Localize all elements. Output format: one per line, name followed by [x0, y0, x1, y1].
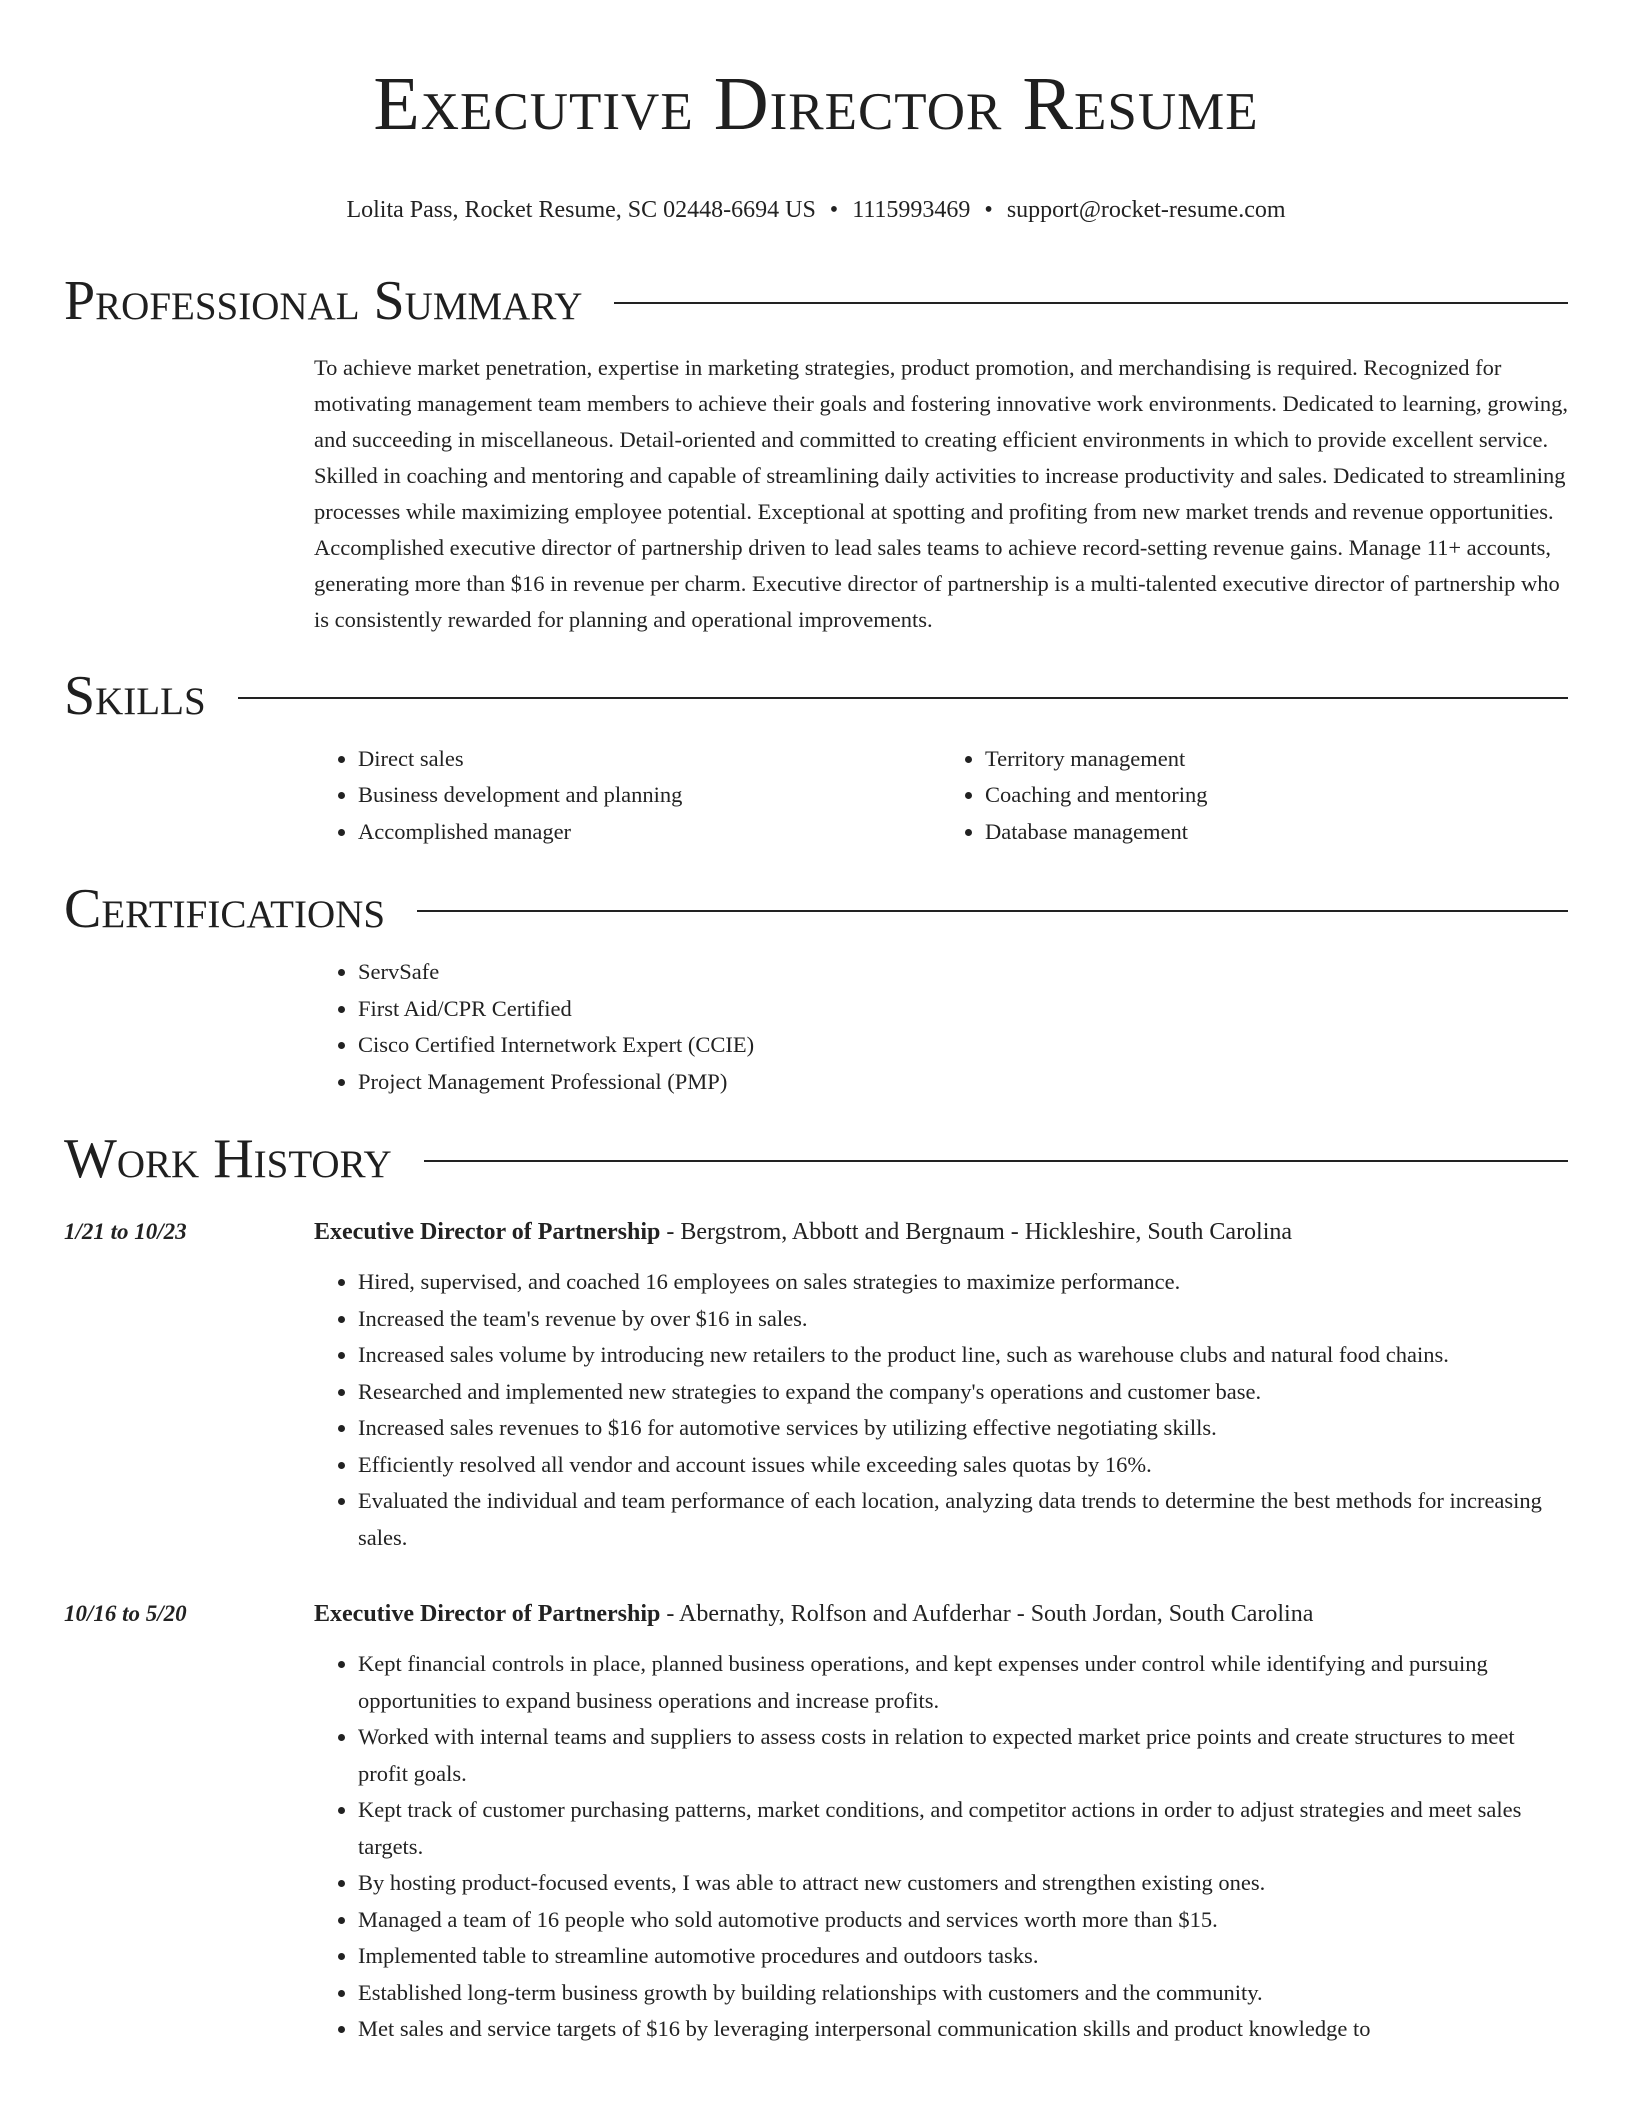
list-item: • Project Management Professional (PMP) — [358, 1064, 1568, 1101]
section-divider — [614, 302, 1568, 304]
certifications-heading: Certifications — [64, 878, 386, 940]
contact-email: support@rocket-resume.com — [1006, 197, 1286, 223]
job-employer: - Abernathy, Rolfson and Aufderhar - South Jordan, South Carolina — [660, 1601, 1314, 1627]
list-item: • Database management — [985, 814, 1568, 851]
list-item: • ServSafe — [358, 954, 1568, 991]
list-item: • By hosting product-focused events, I was able to attract new customers and strengthen existing ones. — [358, 1865, 1568, 1902]
job-entry — [64, 1214, 1568, 1556]
contact-phone: 1115993469 — [852, 197, 971, 223]
section-divider — [417, 910, 1568, 912]
summary-heading: Professional Summary — [64, 270, 583, 332]
list-item: • Business development and planning — [358, 777, 941, 814]
list-item: • Territory management — [985, 741, 1568, 778]
work-history-section-header — [64, 1124, 1568, 1194]
skills-section-header — [64, 661, 1568, 731]
contact-separator: • — [829, 197, 839, 223]
list-item: • Worked with internal teams and suppliers to assess costs in relation to expected market price points and create structures to meet profit goals. — [358, 1719, 1568, 1792]
contact-line — [64, 194, 1568, 226]
work-history-heading: Work History — [64, 1128, 392, 1190]
skills-heading: Skills — [64, 664, 206, 727]
certifications-section-header — [64, 874, 1568, 944]
job-body — [314, 1596, 1568, 2048]
list-item: • Established long-term business growth by building relationships with customers and the community. — [358, 1975, 1568, 2012]
list-item: • Kept financial controls in place, planned business operations, and kept expenses under control while identifying and pursuing opportunities to expand business operations and increase profits. — [358, 1646, 1568, 1719]
job-body — [314, 1214, 1568, 1556]
list-item: • Managed a team of 16 people who sold automotive products and services worth more than $15. — [358, 1902, 1568, 1939]
contact-separator: • — [984, 197, 993, 223]
list-item: • Coaching and mentoring — [985, 777, 1568, 814]
job-dates: 10/16 to 5/20 — [64, 1601, 187, 1626]
list-item: • Evaluated the individual and team performance of each location, analyzing data trends to determine the best methods for increasing sales. — [358, 1483, 1568, 1556]
list-item: • Met sales and service targets of $16 by leveraging interpersonal communication skills and product knowledge to — [358, 2011, 1568, 2048]
list-item: • Increased sales revenues to $16 for automotive services by utilizing effective negotiating skills. — [358, 1410, 1568, 1447]
list-item: • Hired, supervised, and coached 16 employees on sales strategies to maximize performance. — [358, 1264, 1568, 1301]
job-title: Executive Director of Partnership — [314, 1601, 661, 1627]
summary-section-header — [64, 266, 1568, 336]
resume-title: Executive Director Resume — [373, 62, 1259, 146]
list-item: • Implemented table to streamline automotive procedures and outdoors tasks. — [358, 1938, 1568, 1975]
summary-text: To achieve market penetration, expertise in marketing strategies, product promotion, and merchandising is required. Recognized for motivating management team members to achieve their goals and fostering innovative work environments. Dedicated to learning, growing, and succeeding in miscellaneous. Detail-oriented and committed to creating efficient environments in which to provide excellent service. Skilled in coaching and mentoring and capable of streamlining daily activities to increase productivity and sales. Dedicated to streamlining processes while maximizing employee potential. Exceptional at spotting and profiting from new market trends and revenue opportunities. Accomplished executive director of partnership driven to lead sales teams to achieve record-setting revenue gains. Manage 11+ accounts, generating more than $16 in revenue per charm. Executive director of partnership is a multi-talented executive director of partnership who is consistently rewarded for planning and operational improvements. — [314, 355, 1569, 632]
certifications-list — [314, 954, 1568, 1100]
contact-address: Lolita Pass, Rocket Resume, SC 02448-6694 US — [346, 197, 816, 223]
list-item: • Kept track of customer purchasing patterns, market conditions, and competitor actions in order to adjust strategies and meet sales targets. — [358, 1792, 1568, 1865]
section-divider — [238, 697, 1568, 699]
list-item: • Efficiently resolved all vendor and account issues while exceeding sales quotas by 16%. — [358, 1447, 1568, 1484]
job-employer: - Bergstrom, Abbott and Bergnaum - Hickleshire, South Carolina — [660, 1219, 1293, 1245]
section-divider — [424, 1160, 1568, 1162]
list-item: • Researched and implemented new strategies to expand the company's operations and customer base. — [358, 1374, 1568, 1411]
job-heading — [314, 1596, 1568, 1632]
job-bullets — [314, 1264, 1568, 1556]
skills-right-list — [941, 741, 1568, 851]
list-item: • First Aid/CPR Certified — [358, 991, 1568, 1028]
job-heading — [314, 1214, 1568, 1250]
skills-grid — [314, 741, 1568, 851]
list-item: • Cisco Certified Internetwork Expert (CCIE) — [358, 1027, 1568, 1064]
job-dates: 1/21 to 10/23 — [64, 1219, 187, 1244]
job-bullets — [314, 1646, 1568, 2048]
list-item: • Increased the team's revenue by over $16 in sales. — [358, 1301, 1568, 1338]
job-title: Executive Director of Partnership — [314, 1219, 661, 1245]
list-item: • Accomplished manager — [358, 814, 941, 851]
skills-left-list — [314, 741, 941, 851]
job-entry — [64, 1596, 1568, 2048]
list-item: • Direct sales — [358, 741, 941, 778]
list-item: • Increased sales volume by introducing new retailers to the product line, such as warehouse clubs and natural food chains. — [358, 1337, 1568, 1374]
